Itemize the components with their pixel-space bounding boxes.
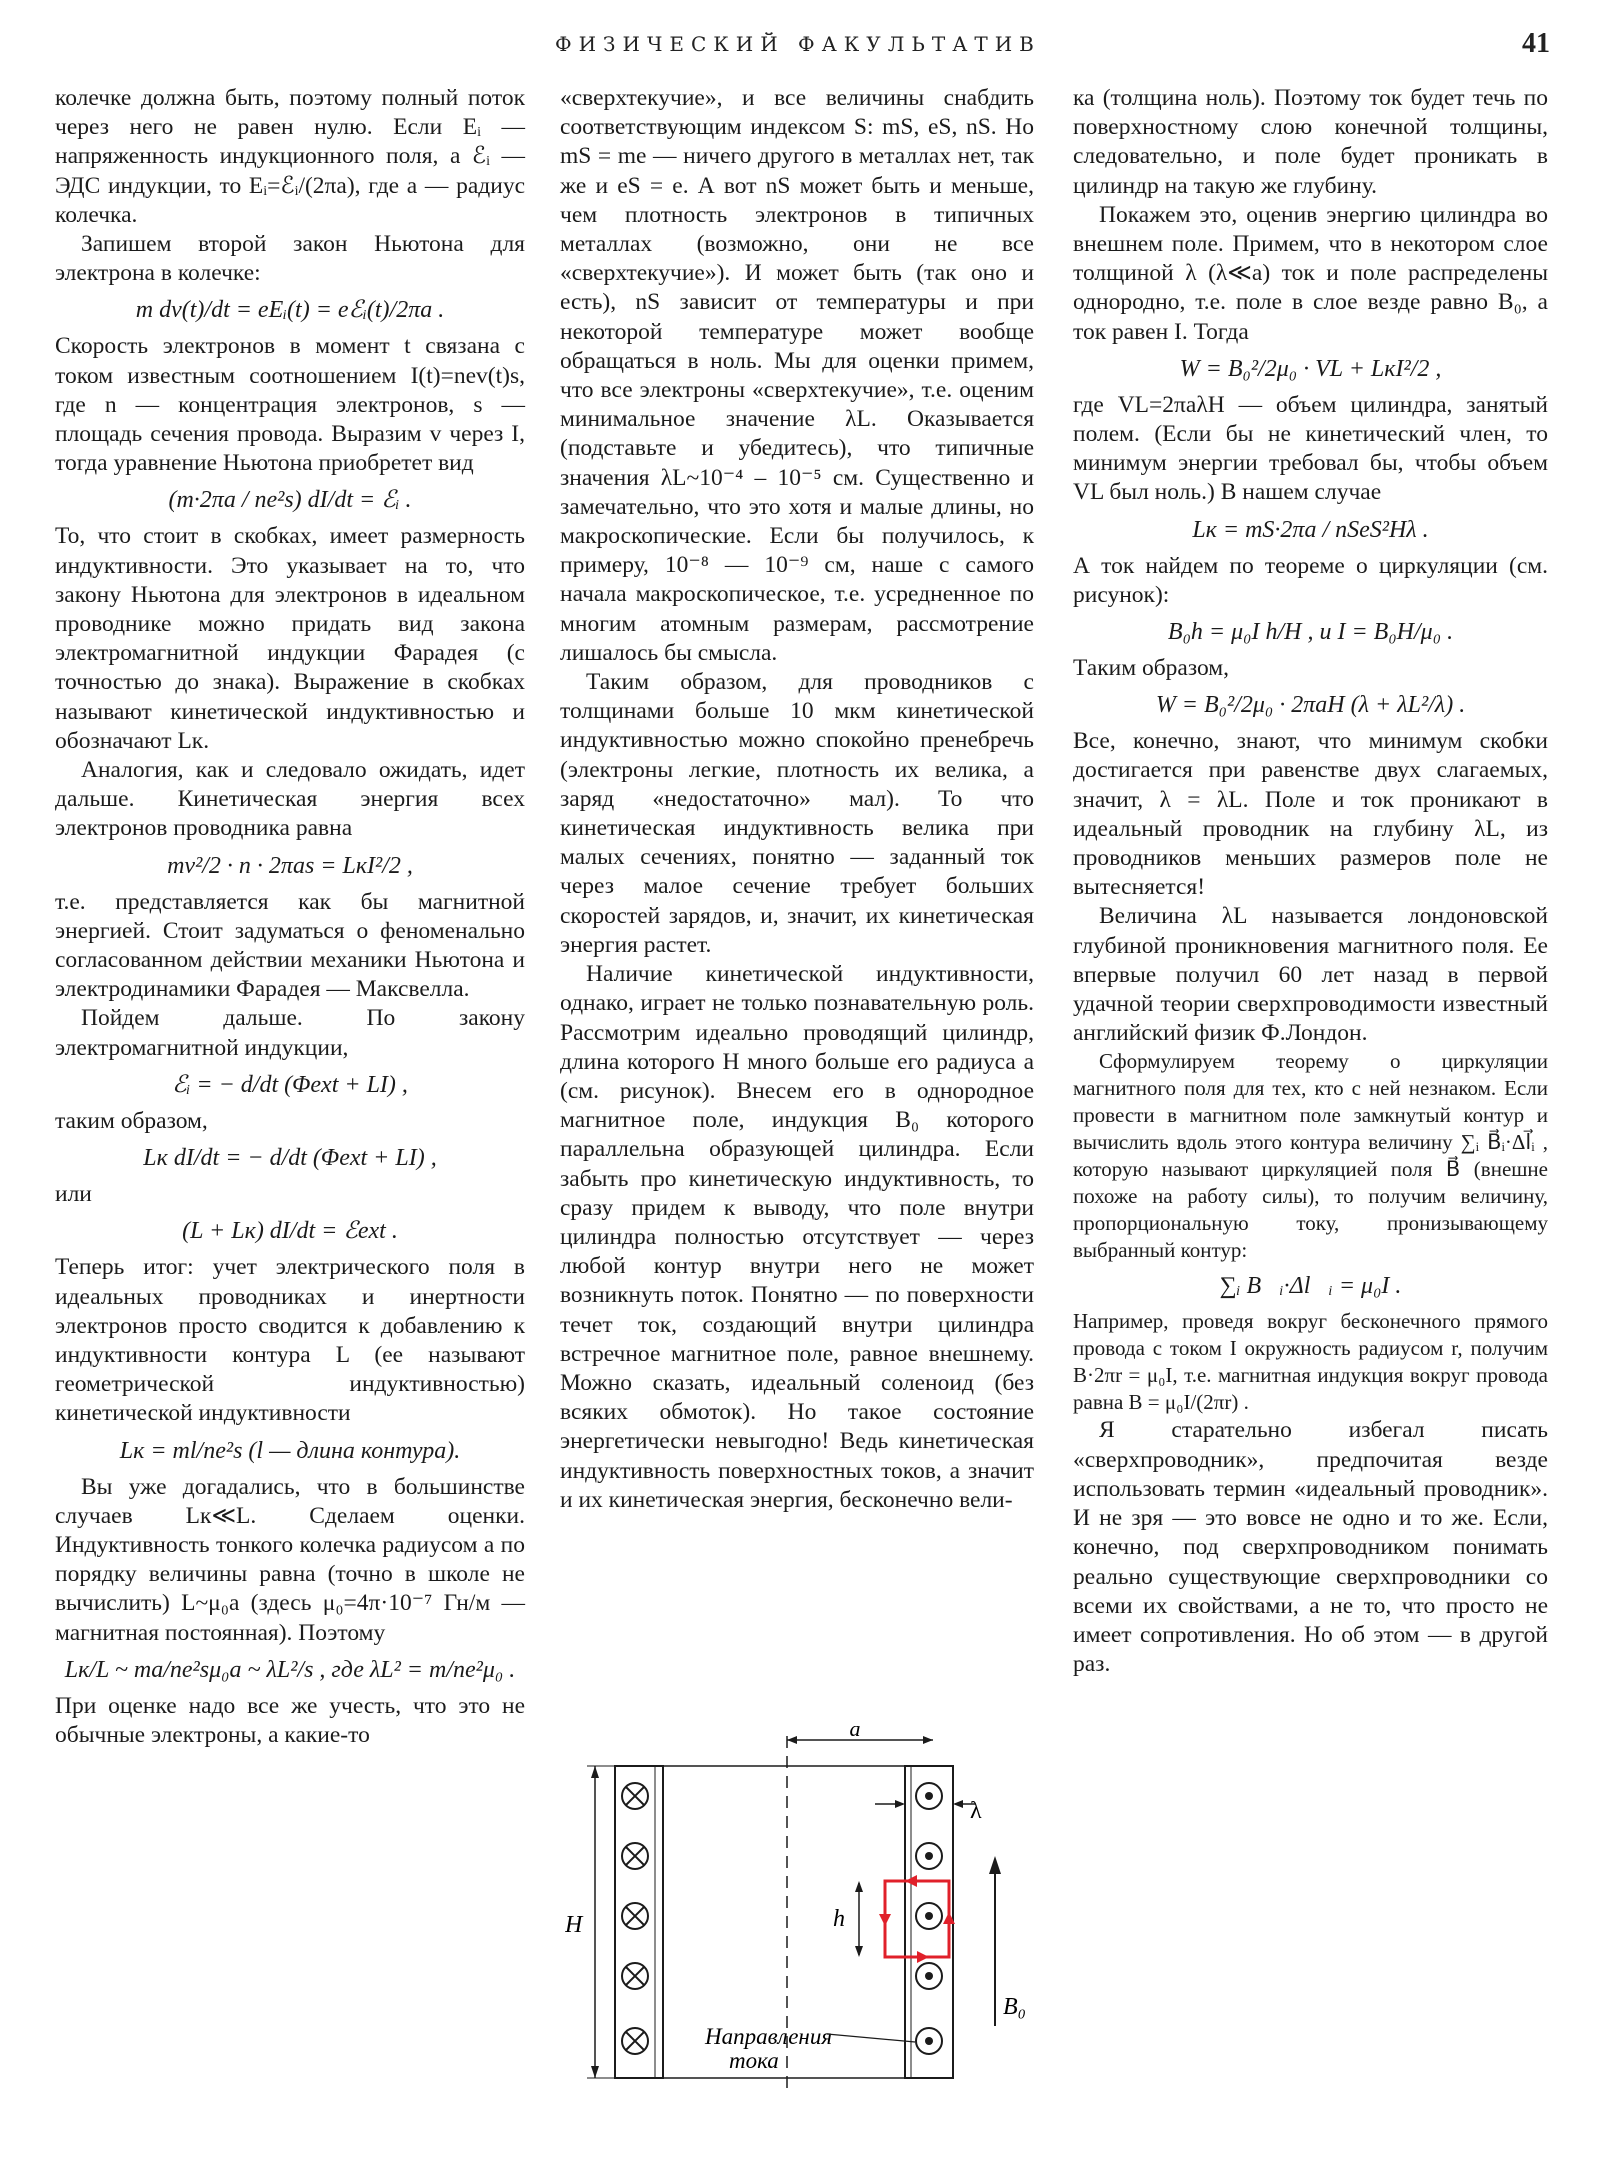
paragraph: Скорость электронов в момент t связана с током известным соотношением I(t)=nev(t)s, где n — концентрация электронов, s — площадь сечения провода. Выразим v через I, тогда уравнение Ньютона приобретет вид [55,333,525,477]
paragraph: То, что стоит в скобках, имеет размерность индуктивности. Это указывает на то, что закону Ньютона для электронов в идеальном проводнике можно придать вид закона электромагнитной индукции Фарадея (с точностью до знака). Выражение в скобках называют кинетической индуктивностью и обозначают Lк. [55,523,525,754]
paragraph: колечке должна быть, поэтому полный поток через него не равен нулю. Если Eᵢ — напряженность индукционного поля, а ℰᵢ — ЭДС индукции, то Eᵢ=ℰᵢ/(2πa), где a — радиус колечка. [55,85,525,228]
formula: W = B₀²/2μ₀ · 2πaH (λ + λL²/λ) . [1155,692,1466,719]
formula: B₀h = μ₀I h/H , и I = B₀H/μ₀ . [1167,619,1454,646]
current-out-of-page-icon [916,1903,942,1929]
paragraph: Таким образом, для проводников с толщинами больше 10 мкм кинетической индуктивностью можно спокойно пренебречь (электроны легкие, плотность их велика, а заряд «недостаточно» мал). То что кинетическая индуктивность велика при малых сечениях, понятно — заданный ток через малое сечение требует больших скоростей зарядов, и, значит, их кинетическая энергия растет. [560,669,1034,958]
current-into-page-icon [622,1963,648,1989]
running-head [0,28,1600,68]
paragraph: Наличие кинетической индуктивности, однако, играет не только познавательную роль. Рассмотрим идеально проводящий цилиндр, длина которого H много больше его радиуса a (см. рисунок). Внесем его в однородное магнитное поле, индукция B₀ которого параллельна образующей цилиндра. Если забыть про кинетическую индуктивность, то сразу придем к выводу, что поле внутри цилиндра полностью отсутствует — через любой контур внутри него не может возникнуть поток. Понятно — по поверхности течет ток, создающий внутри цилиндра встречное магнитное поле, равное внешнему. Можно сказать, идеальный соленоид (без всяких обмоток). Но такое состояние энергетически невыгодно! Ведь кинетическая индуктивность поверхностных токов, а значит и их кинетическая энергия, бесконечно вели- [560,961,1034,1513]
journal-section-title: ФИЗИЧЕСКИЙ ФАКУЛЬТАТИВ [555,32,1041,56]
paragraph: таким образом, [55,1107,208,1134]
paragraph: «сверхтекучие», и все величины снабдить соответствующим индексом S: mS, eS, nS. Но mS = me — ничего другого в металлах нет, так же и eS = e. А вот nS может быть и меньше, чем плотность электронов в типичных металлах (возможно, они не все «сверхтекучие»). И может быть (так оно и есть), nS зависит от температуры и при некоторой температуре может вообще обращаться в ноль. Мы для оценки примем, что все электроны «сверхтекучие», т.е. оценим минимальное значение λL. Оказывается (подставьте и убедитесь), что типичные значения λL~10⁻⁴ – 10⁻⁵ см. Существенно и замечательно, что это хотя и малые длины, но макроскопические. Если бы получилось, к примеру, 10⁻⁸ — 10⁻⁹ см, наше с самого начала макроскопическое, т.е. усредненное по многим атомным размерам, рассмотрение лишалось бы смысла. [560,85,1034,666]
column-2 [560,84,1034,1515]
caption-pointer [827,2034,915,2042]
formula: W = B₀²/2μ₀ · VL + LкI²/2 , [1179,355,1442,382]
paragraph: Я старательно избегал писать «сверхпроводник», предпочитая везде использовать термин «идеальный проводник». И не зря — это вовсе не одно и то же. Если, конечно, под сверхпроводником понимать реально существующие сверхпроводники со всеми их свойствами, а не то, что просто не имеет сопротивления. Но об этом — в другой раз. [1073,1417,1548,1678]
column-3 [1073,84,1548,1679]
arrowhead [923,1736,933,1744]
current-into-page-icon [622,1903,648,1929]
paragraph: Пойдем дальше. По закону электромагнитной индукции, [55,1005,525,1061]
paragraph: т.е. представляется как бы магнитной энергией. Стоит задуматься о феноменально согласованном действии механики Ньютона и электродинамики Фарадея — Максвелла. [55,888,525,1003]
paragraph: Аналогия, как и следовало ожидать, идет дальше. Кинетическая энергия всех электронов проводника равна [55,757,525,842]
cylinder-wall-left [615,1766,663,2078]
paragraph: ка (толщина ноль). Поэтому ток будет течь по поверхностному слою конечной толщины, следовательно, и поле будет проникать в цилиндр на такую же глубину. [1073,85,1548,199]
loop-arrowhead [879,1914,891,1926]
formula: mv²/2 · n · 2πas = LкI²/2 , [167,852,413,879]
current-into-page-markers [622,1783,648,2054]
label-H: H [565,1912,583,1938]
label-B0: B₀ [1003,1994,1027,2020]
label-a: a [849,1726,861,1741]
page-number: 41 [1522,28,1550,59]
formula: (L + Lк) dI/dt = ℰext . [182,1218,398,1245]
formula: ℰᵢ = − d/dt (Φext + LI) , [172,1071,408,1098]
column-1 [55,84,525,1750]
caption-current-direction: тока [729,2048,779,2073]
arrowhead [787,1736,797,1744]
arrowhead [953,1800,963,1808]
current-out-of-page-icon [916,1783,942,1809]
label-lambda: λ [970,1798,982,1824]
arrowhead [855,1946,863,1957]
paragraph: Сформулируем теорему о циркуляции магнитного поля для тех, кто с ней незнаком. Если провести в магнитном поле замкнутый контур и вычислить вдоль этого контура величину ∑ᵢ B⃗ᵢ·Δl⃗ᵢ , которую называют циркуляцией поля B⃗ (внешне похоже на работу силы), то получим величину, пропорциональную току, пронизывающему выбранный контур: [1073,1049,1548,1263]
formula: Lк/L ~ ma/ne²sμ₀a ~ λL²/s , где λL² = m/ne²μ₀ . [64,1656,516,1683]
current-into-page-icon [622,1783,648,1809]
current-out-of-page-icon [916,2028,942,2054]
label-h: h [833,1906,845,1932]
current-out-of-page-markers [916,1783,942,2054]
paragraph: Покажем это, оценив энергию цилиндра во внешнем поле. Примем, что в некотором слое толщиной λ (λ≪a) ток и поле распределены однородно, т.е. поле в слое везде равно B₀, а ток равен I. Тогда [1073,201,1548,345]
current-into-page-icon [622,2028,648,2054]
current-out-of-page-icon [916,1843,942,1869]
arrowhead [989,1856,1001,1874]
paragraph: или [55,1181,92,1208]
paragraph: Например, проведя вокруг бесконечного прямого провода с током I окружность радиусом r, получим B·2πr = μ₀I, т.е. магнитная индукция вокруг провода равна B = μ₀I/(2πr) . [1073,1309,1548,1415]
cylinder-diagram [565,1726,1035,2106]
arrowhead [591,2066,599,2078]
arrowhead [895,1800,905,1808]
paragraph: Все, конечно, знают, что минимум скобки достигается при равенстве двух слагаемых, значит, λ = λL. Поле и ток проникают в идеальный проводник на глубину λL, из проводников меньших размеров поле не вытесняется! [1073,728,1548,901]
paragraph: Вы уже догадались, что в большинстве случаев Lк≪L. Сделаем оценки. Индуктивность тонкого колечка радиусом a по порядку величины равна (точно в школе не вычислить) L~μ₀a (здесь μ₀=4π·10⁻⁷ Гн/м — магнитная постоянная). Поэтому [55,1473,525,1646]
paragraph: Теперь итог: учет электрического поля в идеальных проводниках и инертности электронов просто сводится к добавлению к индуктивности контура L (ее называют геометрической индуктивностью) кинетической индуктивности [55,1254,525,1427]
formula: Lк = ml/ne²s (l — длина контура). [119,1437,461,1464]
current-into-page-icon [622,1843,648,1869]
paragraph: При оценке надо все же учесть, что это не обычные электроны, а какие-то [55,1692,525,1748]
paragraph: Таким образом, [1073,655,1230,682]
formula: m dv(t)/dt = eEᵢ(t) = eℰᵢ(t)/2πa . [135,297,445,324]
formula: (m·2πa / ne²s) dI/dt = ℰᵢ . [168,487,412,514]
current-out-of-page-icon [916,1963,942,1989]
loop-arrowhead [917,1951,929,1963]
paragraph: где VL=2πaλH — объем цилиндра, занятый полем. (Если бы не кинетический член, то минимум энергии требовал бы, чтобы объем VL был ноль.) В нашем случае [1073,391,1548,506]
paragraph: Запишем второй закон Ньютона для электрона в колечке: [55,231,525,287]
caption-current-direction: Направления [705,2024,833,2049]
formula: Lк dI/dt = − d/dt (Φext + LI) , [143,1145,437,1172]
arrowhead [855,1881,863,1892]
paragraph: Величина λL называется лондоновской глубиной проникновения магнитного поля. Ее впервые получил 60 лет назад в первой удачной теории сверхпроводимости известный английский физик Ф.Лондон. [1073,903,1548,1047]
formula: Lк = mS·2πa / nSeS²Hλ . [1192,516,1429,543]
formula: ∑ᵢ B⃗ᵢ·Δl⃗ᵢ = μ₀I . [1219,1273,1402,1300]
arrowhead [591,1766,599,1778]
paragraph: А ток найдем по теореме о циркуляции (см. рисунок): [1073,552,1548,608]
